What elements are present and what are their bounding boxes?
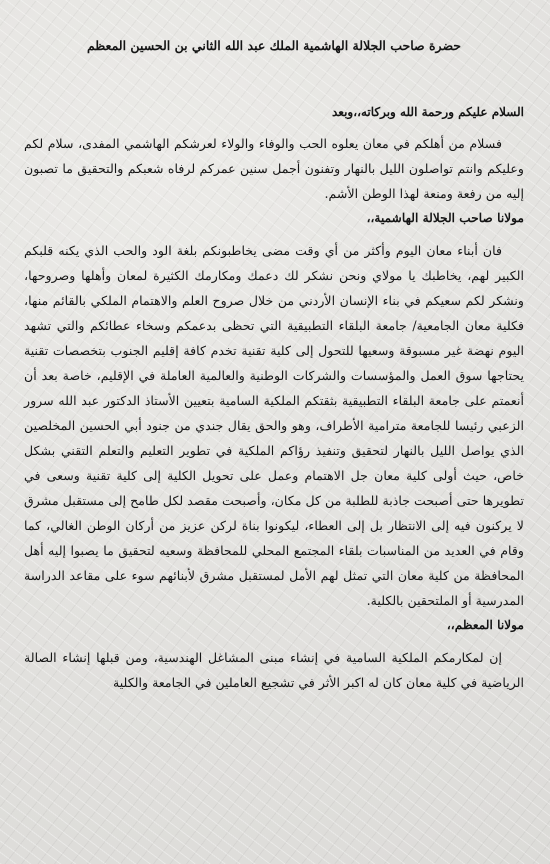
address-great: مولانا المعظم،، [446,618,524,632]
paragraph-2: فان أبناء معان اليوم وأكثر من أي وقت مضى يخاطبونكم بلغة الود والحب الذي يكنه قلبكم الكبير لهم، يخاطبك يا مولاي ونحن نشكر لك دعمك ومكارمك الكثيرة لمعان وأهلها وصروحها، ونشكر لكم سعيكم في بناء الإنسان الأردني من خلال صروح العلم والاهتمام الملكي بالقائم منها، فكلية معان الجامعية/ جامعة البلقاء التطبيقية التي تحظى بدعمكم وسخاء عطائكم والتي تشهد اليوم نهضة غير مسبوقة وسعيها للتحول إلى كلية تقنية تخدم كافة إقليم الجنوب بتخصصات تقنية يحتاجها سوق العمل والمؤسسات والشركات الوطنية والعالمية العاملة في الإقليم، خاصة بعد أن أنعمتم على جامعة البلقاء التطبيقية بثقتكم الملكية السامية بتعيين الأستاذ الدكتور عبد الله سرور الزعبي رئيسا للجامعة مترامية الأطراف، وهو والحق يقال جندي من جنود أبي الحسين المخلصين الذي يواصل الليل بالنهار لتحقيق وتنفيذ رؤاكم الملكية في تطوير التعليم والتعلم التقني بشكل خاص، حيث أولى كلية معان جل الاهتمام وعمل على تحويل الكلية إلى كلية تقنية وسعى في تطويرها حتى أصبحت جاذبة للطلبة من كل مكان، وأصبحت مقصد لكل طامح إلى مستقبل مشرق لا يركنون فيه إلى الانتظار بل إلى العطاء، ليكونوا بناة لركن عزيز من أركان الوطن الغالي، كما وقام في العديد من المناسبات بلقاء المجتمع المحلي للمحافظة وسعيه لتحقيق ما يصبوا إليه أهل المحافظة من كلية معان التي تمثل لهم الأمل لمستقبل مشرق لأبنائهم سوء على مقاعد الدراسة المدرسية أو الملتحقين بالكلية. [24,243,524,608]
letter-title: حضرة صاحب الجلالة الهاشمية الملك عبد الله الثاني بن الحسين المعظم [86,38,462,53]
salutation: السلام عليكم ورحمة الله وبركاته،،وبعد [331,105,524,119]
address-majesty: مولانا صاحب الجلالة الهاشمية،، [366,211,524,225]
paragraph-3: إن لمكارمكم الملكية السامية في إنشاء مبنى المشاغل الهندسية، ومن قبلها إنشاء الصالة الرياضية في كلية معان كان له اكبر الأثر في تشجيع العاملين في الجامعة والكلية [24,650,524,690]
paragraph-1: فسلام من أهلكم في معان يعلوه الحب والوفاء والولاء لعرشكم الهاشمي المفدى، سلام لكم وعليكم وانتم تواصلون الليل بالنهار وتفنون أجمل سنين عمركم لرفاه شعبكم والتحقيق ما تصبون إليه من رفعة ومنعة لهذا الوطن الأشم. [24,136,524,201]
